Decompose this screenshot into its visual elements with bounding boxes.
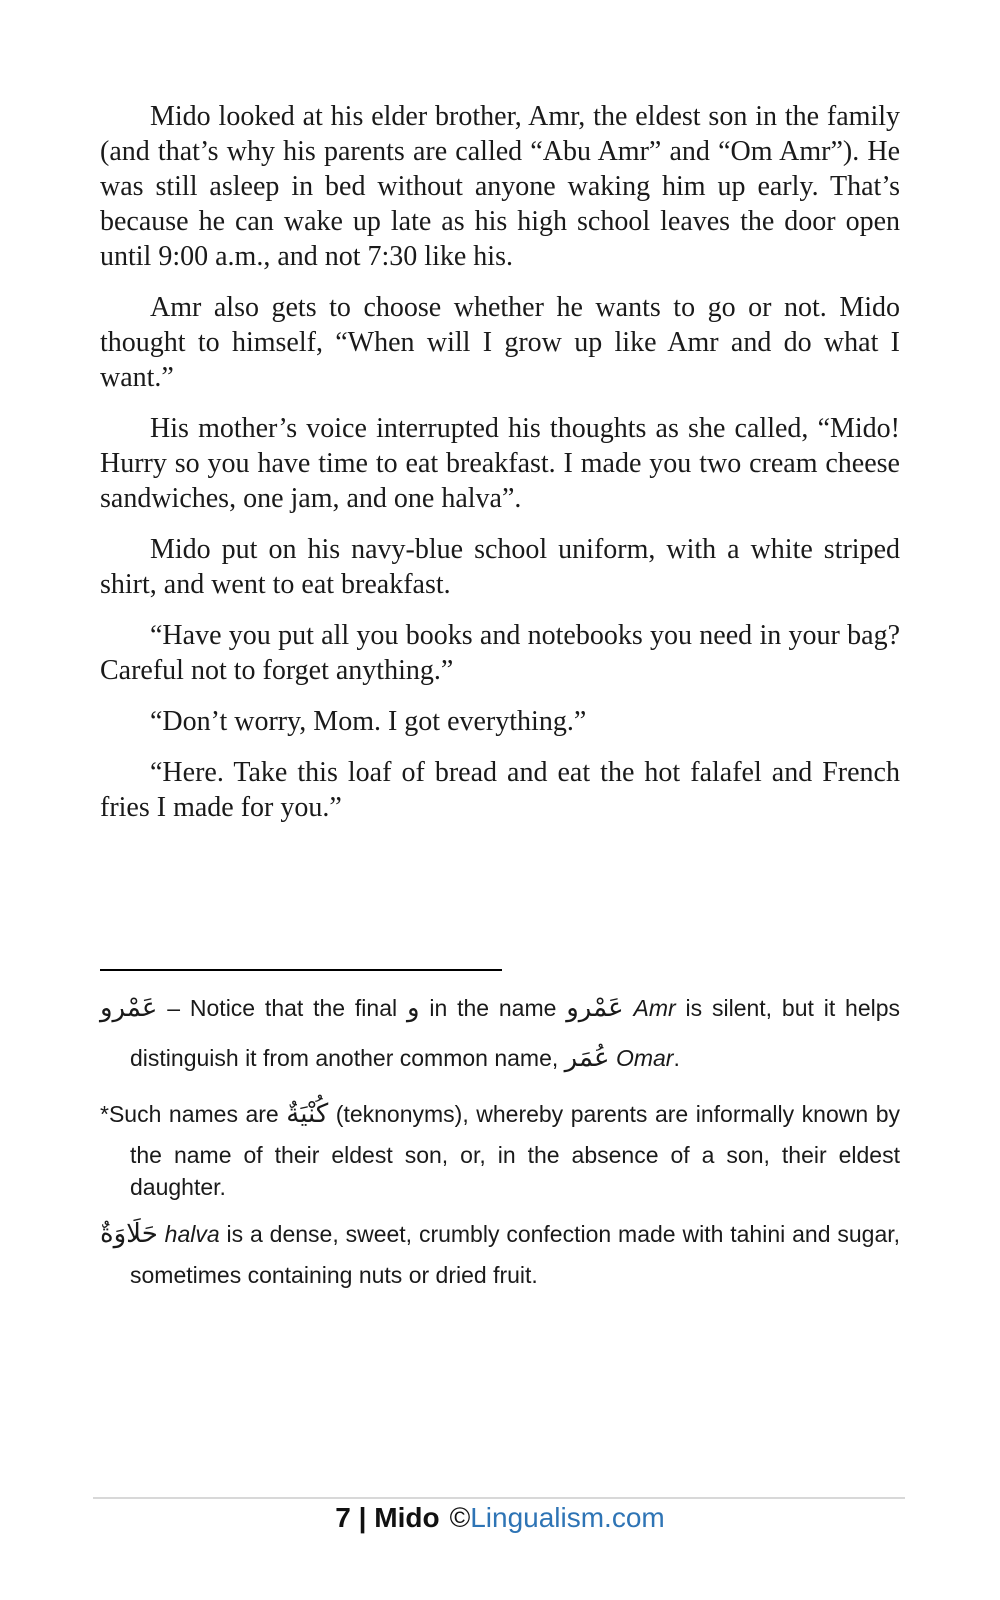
story-paragraph: “Here. Take this loaf of bread and eat the hot falafel and French fries I made for you.” bbox=[100, 757, 900, 823]
footnote-amr: عَمْرو – Notice that the final و in the name عَمْرو Amr is silent, but it helps distinguish it from another common name, عُمَر Omar. bbox=[100, 993, 901, 1073]
story-paragraph: Mido looked at his elder brother, Amr, the eldest son in the family (and that’s why his parents are called “Abu Amr” and “Om Amr”). He was still asleep in bed without anyone waking him up early. That’s because he can wake up late as his high school leaves the door open until 9:00 a.m., and not 7:30 like his. bbox=[100, 101, 900, 272]
footer-divider-rule bbox=[93, 1497, 905, 1499]
arabic-word: عَمْرو bbox=[100, 993, 158, 1023]
footer-separator: | bbox=[358, 1502, 367, 1533]
arabic-word: عُمَر bbox=[564, 1043, 610, 1073]
page-footer bbox=[0, 1500, 1000, 1536]
story-paragraph: “Have you put all you books and notebooks you need in your bag? Careful not to forget anything.” bbox=[100, 620, 900, 686]
lingualism-link[interactable]: Lingualism.com bbox=[470, 1502, 665, 1533]
copyright-symbol: © bbox=[449, 1502, 471, 1533]
story-paragraph: Mido put on his navy-blue school uniform, with a white striped shirt, and went to eat breakfast. bbox=[100, 534, 900, 600]
story-paragraph: Amr also gets to choose whether he wants to go or not. Mido thought to himself, “When will I grow up like Amr and do what I want.” bbox=[100, 292, 900, 393]
arabic-word: حَلَاوَةٌ bbox=[100, 1219, 158, 1249]
footnote-halva: حَلَاوَةٌ halva is a dense, sweet, crumbly confection made with tahini and sugar, sometimes containing nuts or dried fruit. bbox=[100, 1219, 901, 1288]
arabic-word: و bbox=[406, 993, 420, 1023]
story-paragraph: His mother’s voice interrupted his thoughts as she called, “Mido! Hurry so you have time to eat breakfast. I made you two cream cheese sandwiches, one jam, and one halva”. bbox=[100, 413, 900, 514]
story-paragraph: “Don’t worry, Mom. I got everything.” bbox=[150, 706, 587, 737]
book-title: Mido bbox=[374, 1502, 440, 1533]
footnote-teknonyms: *Such names are كُنْيَةٌ (teknonyms), whereby parents are informally known by the name of their eldest son, or, in the absence of a son, their eldest daughter. bbox=[100, 1099, 900, 1200]
page-number: 7 bbox=[335, 1502, 351, 1533]
footnotes-section bbox=[100, 969, 900, 1297]
footnote-separator-rule bbox=[100, 969, 502, 971]
arabic-word: عَمْرو bbox=[566, 993, 624, 1023]
arabic-word: كُنْيَةٌ bbox=[286, 1099, 329, 1129]
story-text bbox=[100, 99, 900, 841]
footer-bold-group bbox=[335, 1502, 439, 1533]
